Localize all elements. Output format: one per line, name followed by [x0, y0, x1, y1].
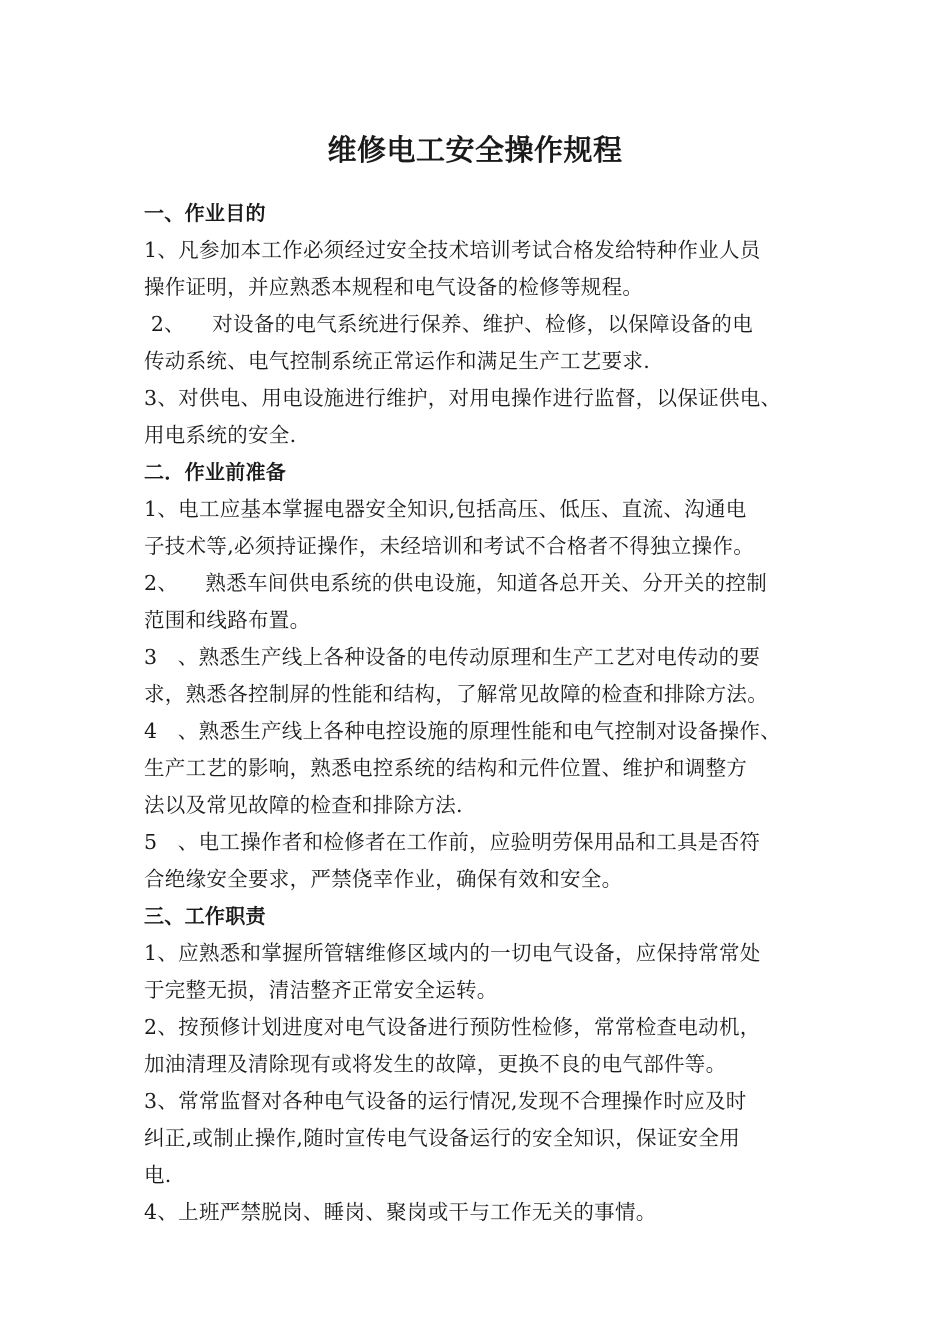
paragraph-line: 加油清理及清除现有或将发生的故障，更换不良的电气部件等。 [144, 1052, 727, 1076]
paragraph-line: 法以及常见故障的检查和排除方法. [144, 793, 463, 817]
paragraph-line: 操作证明，并应熟悉本规程和电气设备的检修等规程。 [144, 275, 644, 299]
document-body [144, 195, 824, 1231]
paragraph-line: 求，熟悉各控制屏的性能和结构，了解常见故障的检查和排除方法。 [144, 682, 768, 706]
page-title: 维修电工安全操作规程 [327, 133, 623, 167]
paragraph-line: 4、上班严禁脱岗、睡岗、聚岗或干与工作无关的事情。 [144, 1200, 657, 1224]
paragraph-line: 1、电工应基本掌握电器安全知识,包括高压、低压、直流、沟通电 [144, 497, 747, 521]
paragraph-line: 2、 对设备的电气系统进行保养、维护、检修，以保障设备的电 [144, 312, 754, 336]
paragraph-line: 范围和线路布置。 [144, 608, 311, 632]
paragraph-line: 子技术等,必须持证操作，未经培训和考试不合格者不得独立操作。 [144, 534, 755, 558]
section-heading: 二．作业前准备 [144, 460, 287, 484]
paragraph-line: 传动系统、电气控制系统正常运作和满足生产工艺要求. [144, 349, 651, 373]
paragraph-line: 3、常常监督对各种电气设备的运行情况,发现不合理操作时应及时 [144, 1089, 747, 1113]
paragraph-line: 用电系统的安全. [144, 423, 297, 447]
paragraph-line: 电. [144, 1163, 172, 1187]
paragraph-line: 3、对供电、用电设施进行维护，对用电操作进行监督，以保证供电、 [144, 386, 782, 410]
paragraph-line: 合绝缘安全要求，严禁侥幸作业，确保有效和安全。 [144, 867, 623, 891]
paragraph-line: 2、 熟悉车间供电系统的供电设施，知道各总开关、分开关的控制 [144, 571, 768, 595]
paragraph-line: 4 、熟悉生产线上各种电控设施的原理性能和电气控制对设备操作、 [144, 719, 781, 743]
paragraph-line: 2、按预修计划进度对电气设备进行预防性检修，常常检查电动机， [144, 1015, 761, 1039]
paragraph-line: 生产工艺的影响，熟悉电控系统的结构和元件位置、维护和调整方 [144, 756, 748, 780]
section-heading: 一、作业目的 [144, 201, 266, 225]
paragraph-line: 3 、熟悉生产线上各种设备的电传动原理和生产工艺对电传动的要 [144, 645, 761, 669]
paragraph-line: 1、凡参加本工作必须经过安全技术培训考试合格发给特种作业人员 [144, 238, 761, 262]
paragraph-line: 5 、电工操作者和检修者在工作前，应验明劳保用品和工具是否符 [144, 830, 761, 854]
paragraph-line: 于完整无损，清洁整齐正常安全运转。 [144, 978, 498, 1002]
section-heading: 三、工作职责 [144, 904, 266, 928]
paragraph-line: 1、应熟悉和掌握所管辖维修区域内的一切电气设备，应保持常常处 [144, 941, 761, 965]
paragraph-line: 纠正,或制止操作,随时宣传电气设备运行的安全知识，保证安全用 [144, 1126, 741, 1150]
